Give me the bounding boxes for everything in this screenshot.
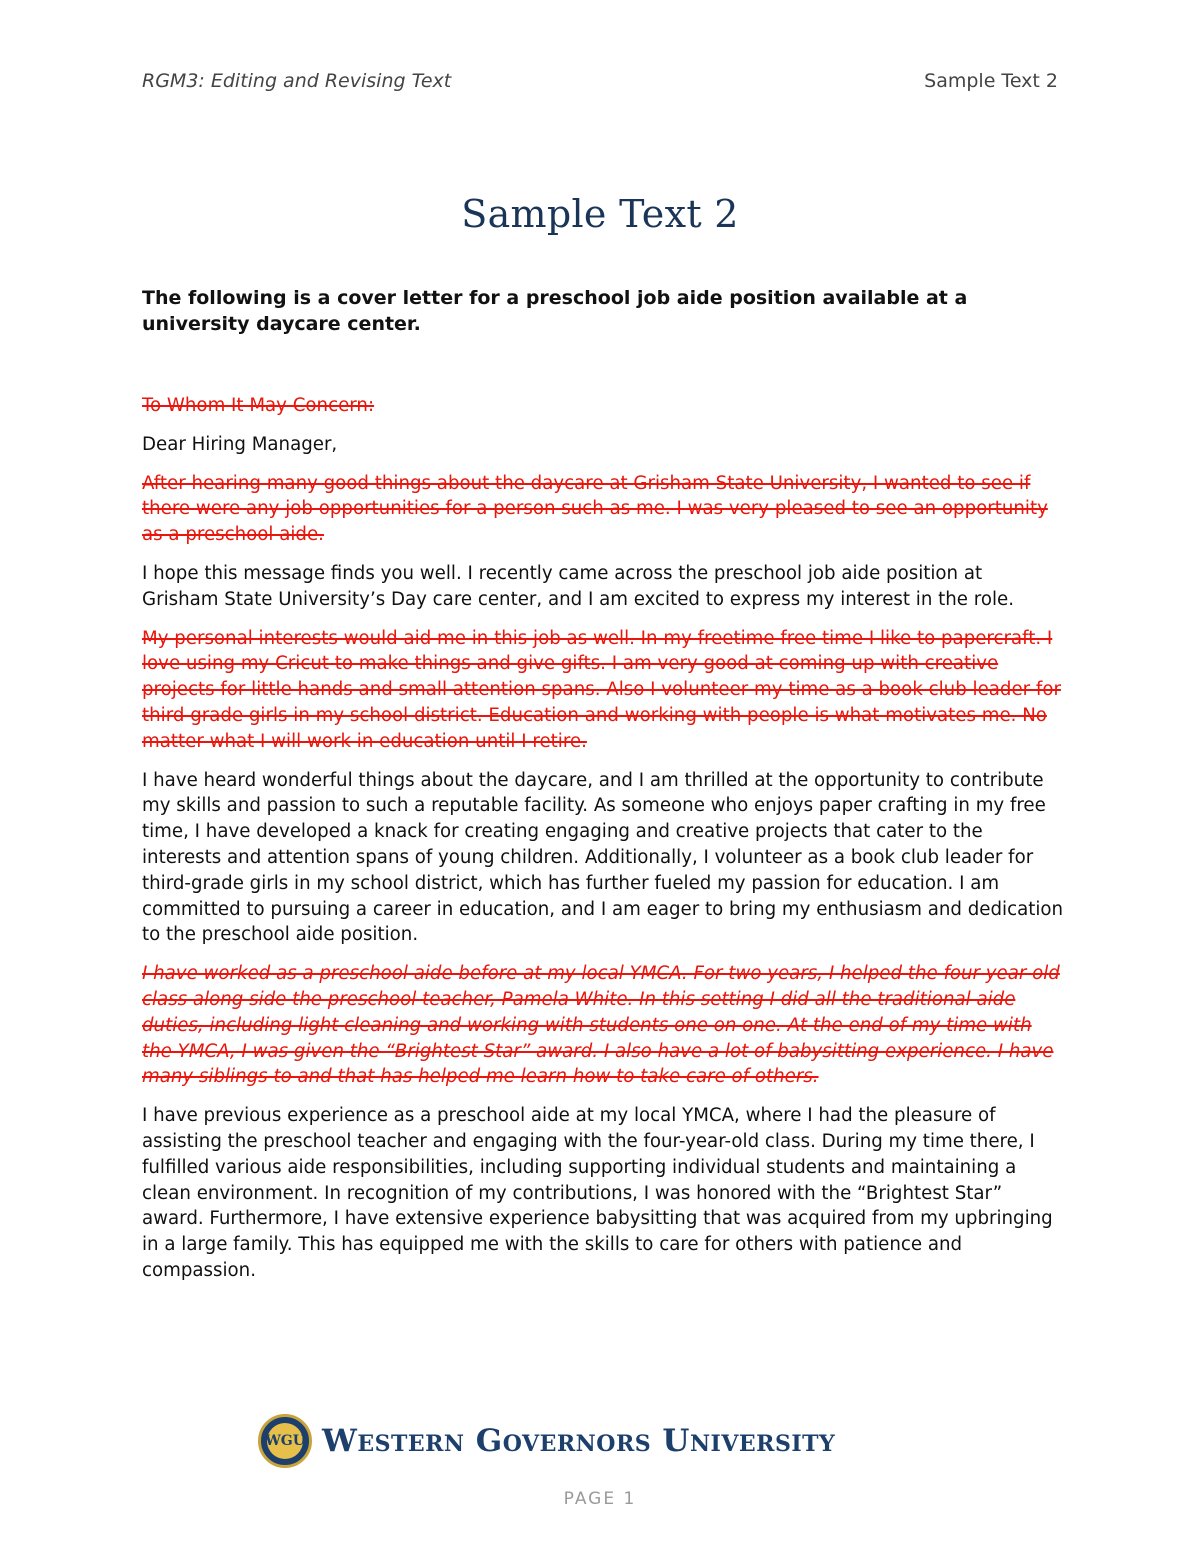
wgu-seal-icon [258,1414,312,1468]
header-course-title: RGM3: Editing and Revising Text [142,70,452,92]
wgu-logo [258,1412,835,1470]
intro-text: The following is a cover letter for a preschool job aide position available at a university daycare center. [142,287,968,335]
paragraph-experience: I have previous experience as a preschool aide at my local YMCA, where I had the pleasure of assisting the preschool teacher and engaging with the four-year-old class. During my time there, I fulfilled various aide responsibilities, including supporting individual students and maintaining a clean environment. In recognition of my contributions, I was honored with the “Brightest Star” award. Furthermore, I have extensive experience babysitting that was acquired from my upbringing in a large family. This has equipped me with the skills to care for others with patience and compassion. [142,1105,1053,1281]
deleted-salutation: To Whom It May Concern: [142,395,375,416]
page-header [142,70,1058,92]
document-body [142,285,1064,1297]
wgu-seal-monogram: WGU [267,1423,303,1459]
document-title: Sample Text 2 [461,192,739,236]
deleted-paragraph-opening: After hearing many good things about the daycare at Grisham State University, I wanted to see if there were any job opportunities for a person such as me. I was very pleased to see an opportunity as a preschool aide. [142,472,1048,546]
header-section-title: Sample Text 2 [924,70,1058,92]
page-number: PAGE 1 [563,1489,637,1509]
deleted-paragraph-experience: I have worked as a preschool aide before at my local YMCA. For two years, I helped the four year old class along side the preschool teacher, Pamela White. In this setting I did all the traditional aide duties, including light cleaning and working with students one on one. At the end of my time with the YMCA, I was given the “Brightest Star” award. I also have a lot of babysitting experience. I have many siblings to and that has helped me learn how to take care of others. [142,963,1060,1088]
paragraph-opening: I hope this message finds you well. I recently came across the preschool job aide position at Grisham State University’s Day care center, and I am excited to express my interest in the role. [142,562,1014,610]
deleted-paragraph-interests: My personal interests would aid me in this job as well. In my freetime free time I like to papercraft. I love using my Cricut to make things and give gifts. I am very good at coming up with creative projects for little hands and small attention spans. Also I volunteer my time as a book club leader for third grade girls in my school district. Education and working with people is what motivates me. No matter what I will work in education until I retire. [142,627,1061,752]
wgu-wordmark: Western Governors University [322,1423,836,1459]
salutation: Dear Hiring Manager, [142,433,338,455]
paragraph-interests: I have heard wonderful things about the daycare, and I am thrilled at the opportunity to contribute my skills and passion to such a reputable facility. As someone who enjoys paper crafting in my free time, I have developed a knack for creating engaging and creative projects that cater to the interests and attention spans of young children. Additionally, I volunteer as a book club leader for third-grade girls in my school district, which has further fueled my passion for education. I am committed to pursuing a career in education, and I am eager to bring my enthusiasm and dedication to the preschool aide position. [142,769,1064,946]
